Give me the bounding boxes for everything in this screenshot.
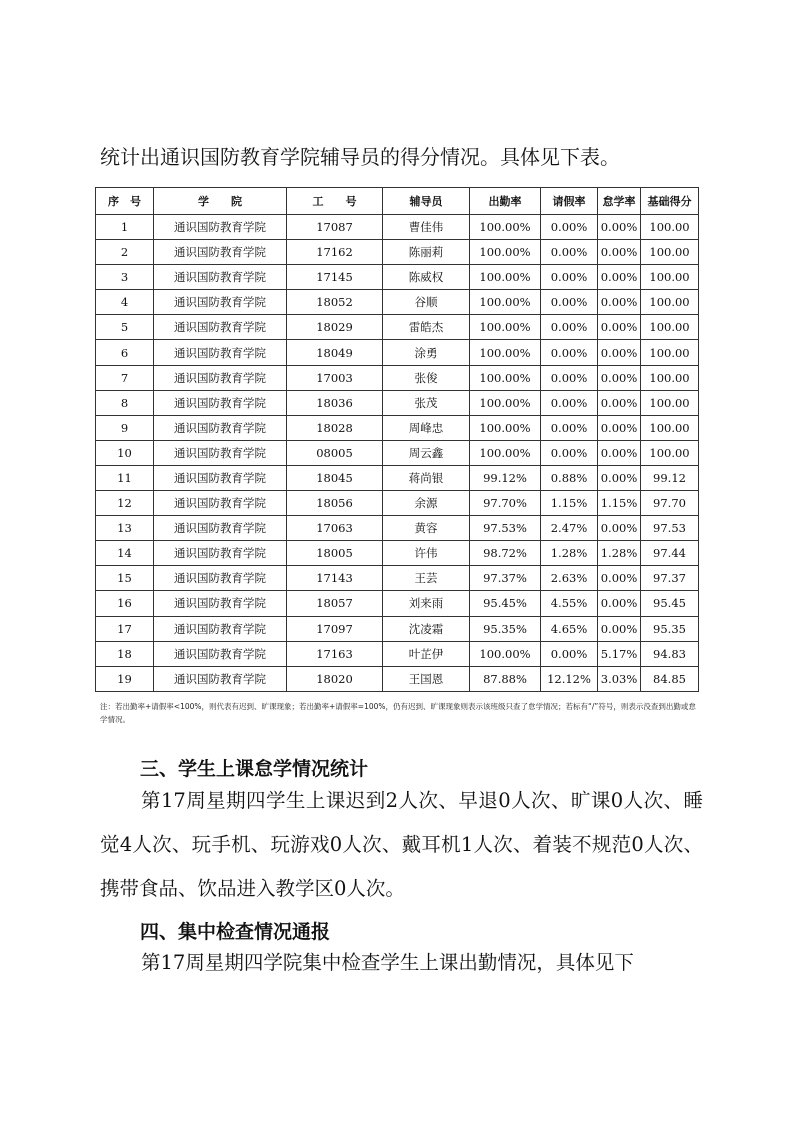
cell-col-staff-id: 17063 [287, 516, 383, 541]
table-row [96, 265, 699, 290]
cell-col-leave: 0.00% [541, 215, 598, 240]
table-row [96, 666, 699, 691]
cell-col-truancy: 0.00% [598, 240, 641, 265]
cell-col-college: 通识国防教育学院 [154, 365, 287, 390]
table-row [96, 541, 699, 566]
cell-col-staff-id: 18020 [287, 666, 383, 691]
cell-col-truancy: 0.00% [598, 516, 641, 541]
cell-col-attendance: 97.53% [470, 516, 541, 541]
cell-col-college: 通识国防教育学院 [154, 240, 287, 265]
cell-col-index: 15 [96, 566, 154, 591]
cell-col-base-score: 97.70 [641, 491, 699, 516]
header-col-base-score: 基础得分 [641, 188, 699, 215]
cell-col-counselor: 许伟 [383, 541, 470, 566]
cell-col-college: 通识国防教育学院 [154, 415, 287, 440]
cell-col-college: 通识国防教育学院 [154, 440, 287, 465]
cell-col-index: 18 [96, 641, 154, 666]
cell-col-base-score: 99.12 [641, 465, 699, 490]
counselor-score-table [95, 187, 699, 692]
cell-col-leave: 0.00% [541, 415, 598, 440]
cell-col-college: 通识国防教育学院 [154, 666, 287, 691]
header-col-truancy: 怠学率 [598, 188, 641, 215]
cell-col-index: 14 [96, 541, 154, 566]
cell-col-staff-id: 18029 [287, 315, 383, 340]
cell-col-index: 17 [96, 616, 154, 641]
cell-col-base-score: 94.83 [641, 641, 699, 666]
cell-col-staff-id: 17143 [287, 566, 383, 591]
cell-col-attendance: 100.00% [470, 390, 541, 415]
cell-col-attendance: 100.00% [470, 340, 541, 365]
cell-col-truancy: 0.00% [598, 265, 641, 290]
cell-col-college: 通识国防教育学院 [154, 616, 287, 641]
cell-col-index: 9 [96, 415, 154, 440]
cell-col-counselor: 王芸 [383, 566, 470, 591]
cell-col-leave: 2.63% [541, 566, 598, 591]
cell-col-attendance: 100.00% [470, 365, 541, 390]
cell-col-index: 10 [96, 440, 154, 465]
intro-paragraph: 统计出通识国防教育学院辅导员的得分情况。具体见下表。 [100, 145, 620, 169]
cell-col-attendance: 100.00% [470, 641, 541, 666]
table-row [96, 465, 699, 490]
cell-col-base-score: 100.00 [641, 290, 699, 315]
cell-col-index: 4 [96, 290, 154, 315]
cell-col-truancy: 0.00% [598, 290, 641, 315]
cell-col-college: 通识国防教育学院 [154, 340, 287, 365]
cell-col-counselor: 沈凌霜 [383, 616, 470, 641]
cell-col-truancy: 0.00% [598, 315, 641, 340]
cell-col-college: 通识国防教育学院 [154, 541, 287, 566]
cell-col-staff-id: 17162 [287, 240, 383, 265]
cell-col-staff-id: 18005 [287, 541, 383, 566]
table-row [96, 516, 699, 541]
cell-col-index: 2 [96, 240, 154, 265]
cell-col-staff-id: 17145 [287, 265, 383, 290]
table-row [96, 566, 699, 591]
cell-col-base-score: 97.53 [641, 516, 699, 541]
table-row [96, 491, 699, 516]
header-col-college: 学 院 [154, 188, 287, 215]
header-col-staff-id: 工 号 [287, 188, 383, 215]
table-row [96, 440, 699, 465]
cell-col-index: 8 [96, 390, 154, 415]
cell-col-staff-id: 17087 [287, 215, 383, 240]
table-row [96, 215, 699, 240]
cell-col-attendance: 99.12% [470, 465, 541, 490]
cell-col-attendance: 100.00% [470, 215, 541, 240]
cell-col-counselor: 余源 [383, 491, 470, 516]
cell-col-attendance: 98.72% [470, 541, 541, 566]
cell-col-truancy: 1.15% [598, 491, 641, 516]
cell-col-staff-id: 17003 [287, 365, 383, 390]
cell-col-leave: 1.28% [541, 541, 598, 566]
cell-col-counselor: 周云鑫 [383, 440, 470, 465]
table-row [96, 315, 699, 340]
cell-col-college: 通识国防教育学院 [154, 516, 287, 541]
cell-col-staff-id: 08005 [287, 440, 383, 465]
cell-col-college: 通识国防教育学院 [154, 566, 287, 591]
cell-col-leave: 0.00% [541, 265, 598, 290]
cell-col-index: 11 [96, 465, 154, 490]
table-body [96, 215, 699, 692]
table-row [96, 591, 699, 616]
table-row [96, 616, 699, 641]
cell-col-attendance: 95.45% [470, 591, 541, 616]
cell-col-leave: 4.55% [541, 591, 598, 616]
cell-col-base-score: 97.37 [641, 566, 699, 591]
cell-col-staff-id: 18049 [287, 340, 383, 365]
cell-col-base-score: 97.44 [641, 541, 699, 566]
cell-col-index: 16 [96, 591, 154, 616]
cell-col-base-score: 100.00 [641, 390, 699, 415]
table-row [96, 290, 699, 315]
cell-col-index: 5 [96, 315, 154, 340]
table-row [96, 240, 699, 265]
cell-col-counselor: 陈丽莉 [383, 240, 470, 265]
cell-col-index: 6 [96, 340, 154, 365]
cell-col-index: 7 [96, 365, 154, 390]
section-3-body: 第17周星期四学生上课迟到2人次、早退0人次、旷课0人次、睡觉4人次、玩手机、玩游戏0人次、戴耳机1人次、着装不规范0人次、携带食品、饮品进入教学区0人次。 [100, 789, 703, 900]
cell-col-college: 通识国防教育学院 [154, 290, 287, 315]
header-col-attendance: 出勤率 [470, 188, 541, 215]
cell-col-attendance: 87.88% [470, 666, 541, 691]
cell-col-college: 通识国防教育学院 [154, 491, 287, 516]
cell-col-truancy: 1.28% [598, 541, 641, 566]
cell-col-college: 通识国防教育学院 [154, 215, 287, 240]
cell-col-counselor: 刘来雨 [383, 591, 470, 616]
section-4-heading: 四、集中检查情况通报 [140, 921, 331, 943]
cell-col-counselor: 张俊 [383, 365, 470, 390]
cell-col-college: 通识国防教育学院 [154, 591, 287, 616]
cell-col-truancy: 0.00% [598, 390, 641, 415]
table-row [96, 340, 699, 365]
cell-col-attendance: 97.37% [470, 566, 541, 591]
cell-col-attendance: 97.70% [470, 491, 541, 516]
cell-col-base-score: 100.00 [641, 440, 699, 465]
cell-col-counselor: 张茂 [383, 390, 470, 415]
cell-col-attendance: 100.00% [470, 315, 541, 340]
cell-col-attendance: 95.35% [470, 616, 541, 641]
cell-col-truancy: 0.00% [598, 415, 641, 440]
cell-col-leave: 0.88% [541, 465, 598, 490]
cell-col-attendance: 100.00% [470, 415, 541, 440]
cell-col-leave: 2.47% [541, 516, 598, 541]
cell-col-leave: 0.00% [541, 365, 598, 390]
cell-col-leave: 0.00% [541, 240, 598, 265]
cell-col-truancy: 0.00% [598, 566, 641, 591]
section-4-body: 第17周星期四学院集中检查学生上课出勤情况，具体见下 [141, 951, 634, 974]
cell-col-college: 通识国防教育学院 [154, 465, 287, 490]
cell-col-base-score: 100.00 [641, 415, 699, 440]
header-col-index: 序 号 [96, 188, 154, 215]
table-row [96, 641, 699, 666]
cell-col-base-score: 95.45 [641, 591, 699, 616]
cell-col-truancy: 0.00% [598, 465, 641, 490]
cell-col-college: 通识国防教育学院 [154, 315, 287, 340]
cell-col-truancy: 0.00% [598, 365, 641, 390]
cell-col-attendance: 100.00% [470, 440, 541, 465]
cell-col-counselor: 王国恩 [383, 666, 470, 691]
cell-col-base-score: 100.00 [641, 315, 699, 340]
table-header-row [96, 188, 699, 215]
cell-col-counselor: 曹佳伟 [383, 215, 470, 240]
table-row [96, 415, 699, 440]
cell-col-leave: 0.00% [541, 390, 598, 415]
cell-col-counselor: 蒋尚银 [383, 465, 470, 490]
cell-col-index: 1 [96, 215, 154, 240]
section-3-heading: 三、学生上课怠学情况统计 [140, 758, 369, 780]
cell-col-truancy: 3.03% [598, 666, 641, 691]
cell-col-truancy: 0.00% [598, 440, 641, 465]
cell-col-leave: 12.12% [541, 666, 598, 691]
cell-col-staff-id: 18045 [287, 465, 383, 490]
cell-col-counselor: 雷皓杰 [383, 315, 470, 340]
cell-col-staff-id: 18028 [287, 415, 383, 440]
cell-col-counselor: 涂勇 [383, 340, 470, 365]
cell-col-index: 3 [96, 265, 154, 290]
cell-col-base-score: 100.00 [641, 340, 699, 365]
cell-col-counselor: 谷顺 [383, 290, 470, 315]
cell-col-staff-id: 18056 [287, 491, 383, 516]
cell-col-leave: 0.00% [541, 290, 598, 315]
cell-col-index: 19 [96, 666, 154, 691]
cell-col-college: 通识国防教育学院 [154, 641, 287, 666]
cell-col-leave: 0.00% [541, 440, 598, 465]
cell-col-college: 通识国防教育学院 [154, 390, 287, 415]
cell-col-college: 通识国防教育学院 [154, 265, 287, 290]
cell-col-truancy: 0.00% [598, 591, 641, 616]
cell-col-base-score: 100.00 [641, 215, 699, 240]
cell-col-base-score: 100.00 [641, 265, 699, 290]
cell-col-staff-id: 17097 [287, 616, 383, 641]
cell-col-truancy: 0.00% [598, 215, 641, 240]
cell-col-index: 13 [96, 516, 154, 541]
cell-col-counselor: 周峰忠 [383, 415, 470, 440]
cell-col-staff-id: 17163 [287, 641, 383, 666]
cell-col-counselor: 陈威权 [383, 265, 470, 290]
cell-col-truancy: 5.17% [598, 641, 641, 666]
header-col-counselor: 辅导员 [383, 188, 470, 215]
cell-col-attendance: 100.00% [470, 265, 541, 290]
cell-col-counselor: 叶芷伊 [383, 641, 470, 666]
cell-col-truancy: 0.00% [598, 340, 641, 365]
cell-col-attendance: 100.00% [470, 290, 541, 315]
cell-col-truancy: 0.00% [598, 616, 641, 641]
table-row [96, 365, 699, 390]
cell-col-leave: 0.00% [541, 641, 598, 666]
cell-col-attendance: 100.00% [470, 240, 541, 265]
table-footnote: 注：若出勤率+请假率<100%，则代表有迟到、旷课现象；若出勤率+请假率=100%，仍有迟到、旷课现象则表示该班级只查了怠学情况；若标有“/”符号，则表示没查到出勤或怠学情况。 [100, 702, 696, 724]
cell-col-leave: 0.00% [541, 340, 598, 365]
cell-col-staff-id: 18036 [287, 390, 383, 415]
cell-col-index: 12 [96, 491, 154, 516]
table-row [96, 390, 699, 415]
cell-col-leave: 4.65% [541, 616, 598, 641]
cell-col-staff-id: 18057 [287, 591, 383, 616]
cell-col-leave: 1.15% [541, 491, 598, 516]
cell-col-base-score: 100.00 [641, 240, 699, 265]
cell-col-base-score: 84.85 [641, 666, 699, 691]
cell-col-counselor: 黄容 [383, 516, 470, 541]
cell-col-base-score: 95.35 [641, 616, 699, 641]
cell-col-base-score: 100.00 [641, 365, 699, 390]
header-col-leave: 请假率 [541, 188, 598, 215]
cell-col-leave: 0.00% [541, 315, 598, 340]
cell-col-staff-id: 18052 [287, 290, 383, 315]
